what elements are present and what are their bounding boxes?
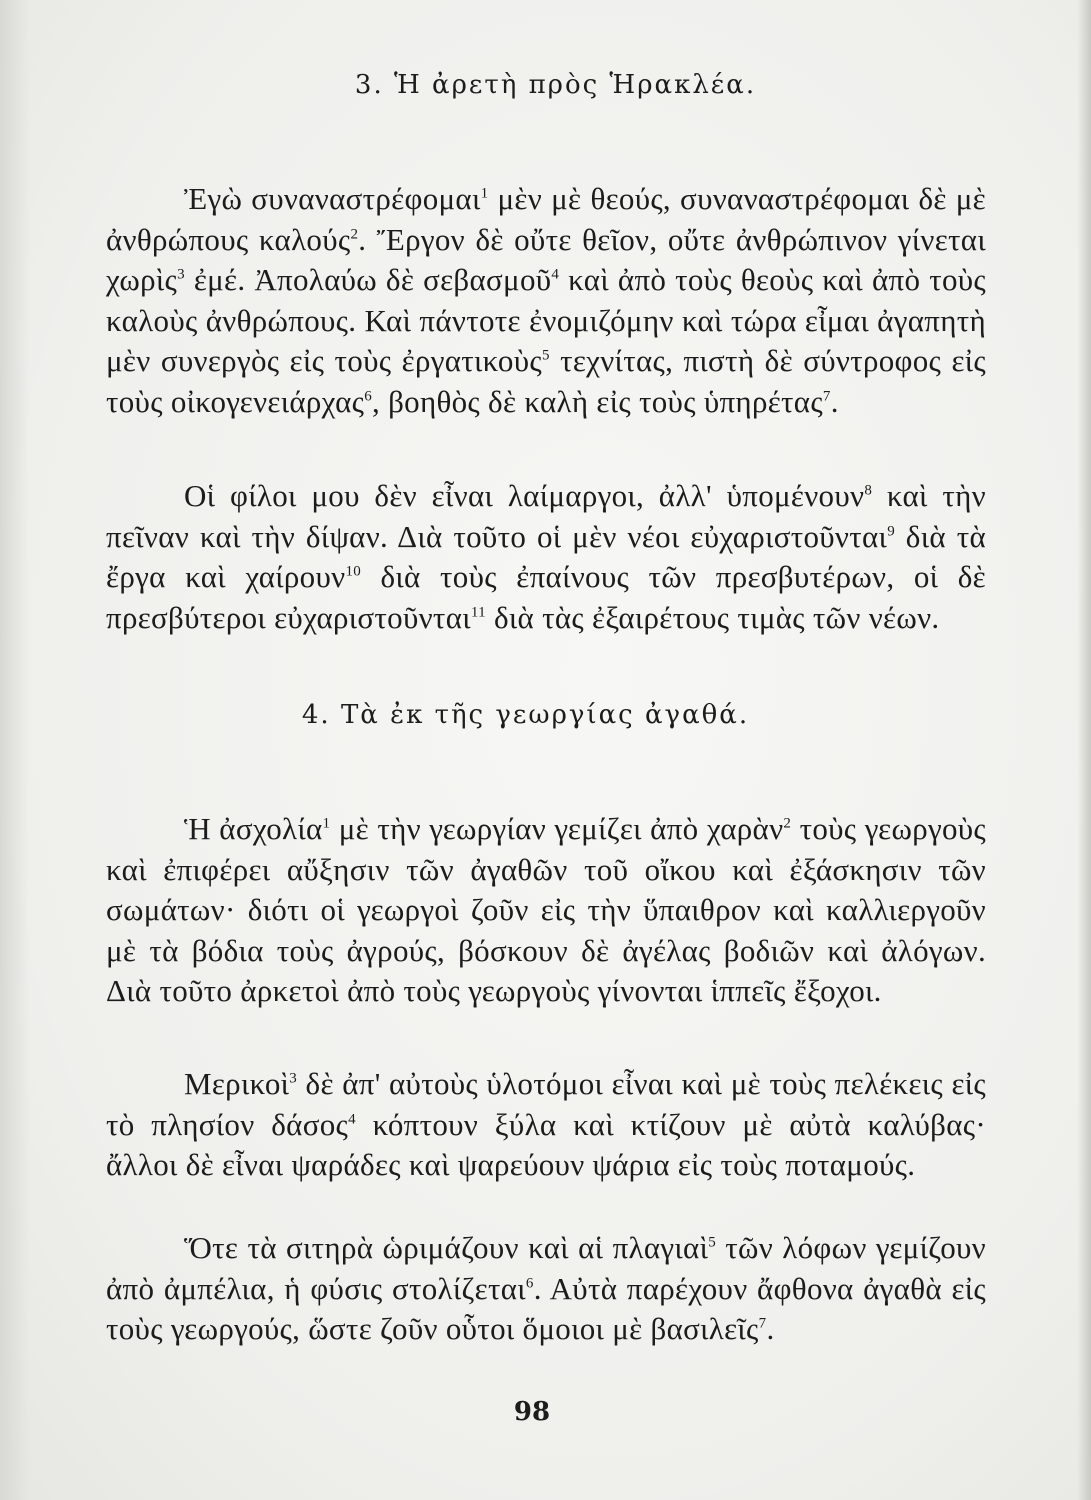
section-4-paragraph-2: Μερικοὶ$^3$ δὲ ἀπ' αὐτοὺς ὑλοτόμοι εἶναι καὶ μὲ τοὺς πελέκεις εἰς τὸ πλησίον δάσος$^4$ κόπτουν ξύλα καὶ κτίζουν μὲ αὐτὰ καλύβας· ἄλλοι δὲ εἶναι ψαράδες καὶ ψαρεύουν ψάρια εἰς τοὺς ποταμούς. <box>106 1066 986 1182</box>
footnote-marker: 2 <box>350 226 359 243</box>
section-3-paragraph-1: Ἐγὼ συναναστρέφομαι$^1$ μὲν μὲ θεούς, συναναστρέφομαι δὲ μὲ ἀνθρώπους καλούς$^2$. Ἔργον δὲ οὔτε θεῖον, οὔτε ἀνθρώπινον γίνεται χωρὶς$^3$ ἐμέ. Ἀπολαύω δὲ σεβασμοῦ$^4$ καὶ ἀπὸ τοὺς θεοὺς καὶ ἀπὸ τοὺς καλοὺς ἀνθρώπους. Καὶ πάντοτε ἐνομιζόμην καὶ τώρα εἶμαι ἀγαπητὴ μὲν συνεργὸς εἰς τοὺς ἐργατικοὺς$^5$ τεχνίτας, πιστὴ δὲ σύντροφος εἰς τοὺς οἰκογενειάρχας$^6$, βοηθὸς δὲ καλὴ εἰς τοὺς ὑπηρέτας$^7$. <box>106 181 987 419</box>
footnote-marker: 9 <box>887 523 895 540</box>
section-4-paragraph-1: Ἡ ἀσχολία$^1$ μὲ τὴν γεωργίαν γεμίζει ἀπὸ χαρὰν$^2$ τοὺς γεωργοὺς καὶ ἐπιφέρει αὔξησιν τῶν ἀγαθῶν τοῦ οἴκου καὶ ἐξάσκησιν τῶν σωμάτων· διότι οἱ γεωργοὶ ζοῦν εἰς τὴν ὕπαιθρον καὶ καλλιεργοῦν μὲ τὰ βόδια τοὺς ἀγρούς, βόσκουν δὲ ἀγέλας βοδιῶν καὶ ἀλόγων. Διὰ τοῦτο ἀρκετοὶ ἀπὸ τοὺς γεωργοὺς γίνονται ἱππεῖς ἔξοχοι. <box>106 811 986 1008</box>
footnote-marker: 8 <box>864 482 873 499</box>
footnote-marker: 11 <box>470 604 486 621</box>
footnote-marker: 5 <box>541 347 550 364</box>
footnote-marker: 5 <box>708 1234 717 1251</box>
footnote-marker: 1 <box>322 815 331 832</box>
page-edge <box>1077 0 1091 1500</box>
footnote-marker: 6 <box>525 1275 534 1292</box>
footnote-marker: 4 <box>348 1111 356 1128</box>
section-4-heading: 4. Τὰ ἐκ τῆς γεωργίας ἀγαθά. <box>301 700 750 730</box>
footnote-marker: 6 <box>364 388 372 405</box>
footnote-marker: 2 <box>783 815 792 832</box>
footnote-marker: 4 <box>551 266 560 283</box>
section-3-paragraph-2: Οἱ φίλοι μου δὲν εἶναι λαίμαργοι, ἀλλ' ὑπομένουν$^8$ καὶ τὴν πεῖναν καὶ τὴν δίψαν. Διὰ τοῦτο οἱ μὲν νέοι εὐχαριστοῦνται$^9$ διὰ τὰ ἔργα καὶ χαίρουν$^{10}$ διὰ τοὺς ἐπαίνους τῶν πρεσβυτέρων, οἱ δὲ πρεσβύτεροι εὐχαριστοῦνται$^{11}$ διὰ τὰς ἐξαιρέτους τιμὰς τῶν νέων. <box>106 478 986 635</box>
section-4-paragraph-3: Ὅτε τὰ σιτηρὰ ὡριμάζουν καὶ αἱ πλαγιαὶ$^5$ τῶν λόφων γεμίζουν ἀπὸ ἀμπέλια, ἡ φύσις στολίζεται$^6$. Αὐτὰ παρέχουν ἄφθονα ἀγαθὰ εἰς τοὺς γεωργούς, ὥστε ζοῦν οὗτοι ὅμοιοι μὲ βασιλεῖς$^7$. <box>106 1230 986 1346</box>
footnote-marker: 3 <box>177 266 185 283</box>
spine-shadow <box>0 0 30 1500</box>
footnote-marker: 10 <box>345 563 362 580</box>
page-number: 98 <box>513 1397 551 1427</box>
footnote-marker: 7 <box>822 388 831 405</box>
footnote-marker: 7 <box>758 1315 767 1332</box>
footnote-marker: 1 <box>480 185 489 202</box>
footnote-marker: 3 <box>289 1070 298 1087</box>
section-3-heading: 3. Ἡ ἀρετὴ πρὸς Ἡρακλέα. <box>354 70 757 100</box>
